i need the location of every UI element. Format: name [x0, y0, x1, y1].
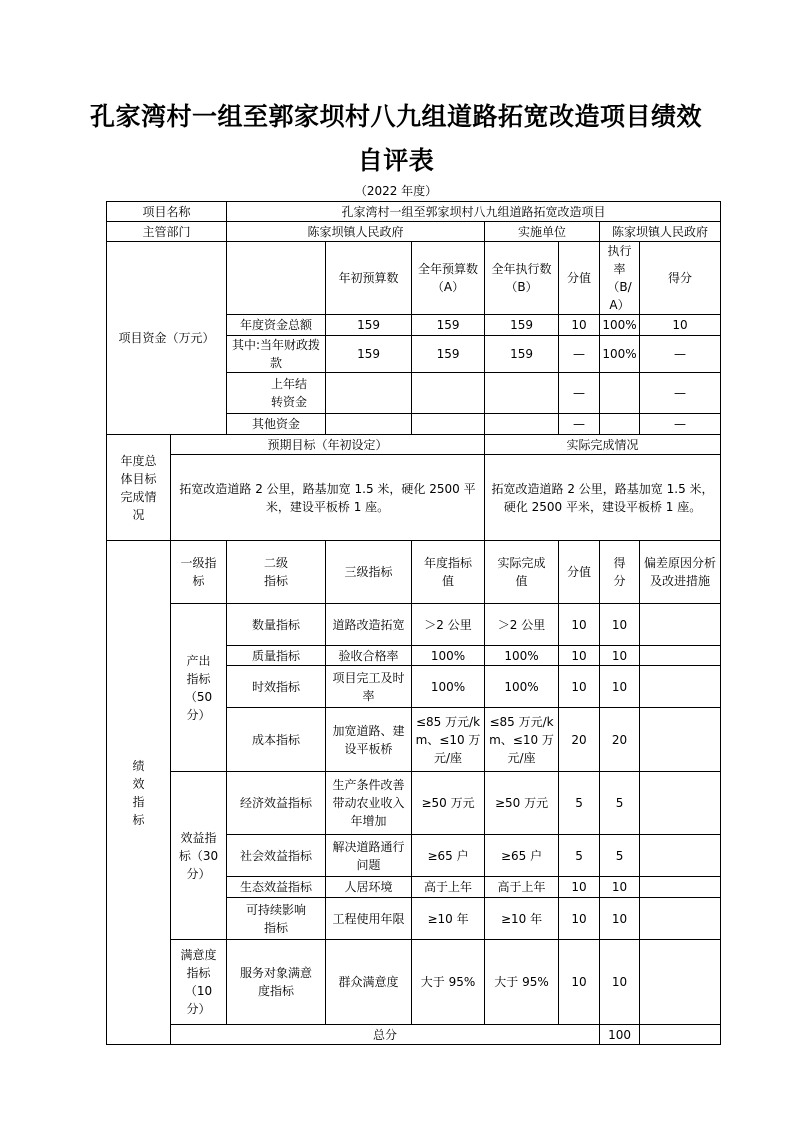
perf-target: 高于上年	[412, 877, 485, 898]
perf-l2: 社会效益指标	[227, 835, 326, 877]
perf-actual: ≥10 年	[485, 898, 559, 940]
funds-cell	[600, 414, 640, 435]
perf-got: 10	[600, 898, 640, 940]
perf-header: 三级指标	[326, 541, 412, 604]
funds-cell: —	[559, 336, 600, 373]
funds-cell: —	[640, 336, 721, 373]
perf-target: 大于 95%	[412, 940, 485, 1025]
dept-label: 主管部门	[107, 222, 227, 242]
total-got	[640, 1025, 721, 1045]
project-name-label: 项目名称	[107, 202, 227, 222]
funds-header-empty	[227, 242, 326, 315]
funds-cell	[326, 373, 412, 414]
perf-got: 5	[600, 772, 640, 835]
perf-header: 偏差原因分析及改进措施	[640, 541, 721, 604]
funds-cell: 159	[326, 336, 412, 373]
funds-label: 项目资金（万元）	[107, 242, 227, 435]
perf-target: 100%	[412, 646, 485, 666]
goals-content-row	[107, 455, 721, 541]
perf-note	[640, 940, 721, 1025]
funds-header: 全年执行数（B）	[485, 242, 559, 315]
perf-actual: 100%	[485, 666, 559, 708]
perf-actual: 大于 95%	[485, 940, 559, 1025]
perf-score: 10	[559, 604, 600, 646]
perf-actual: ≥50 万元	[485, 772, 559, 835]
funds-row-label: 其他资金	[227, 414, 326, 435]
perf-score: 5	[559, 835, 600, 877]
funds-cell	[412, 373, 485, 414]
total-label: 总分	[171, 1025, 600, 1045]
funds-cell: 159	[485, 336, 559, 373]
funds-cell: 100%	[600, 336, 640, 373]
perf-got: 5	[600, 835, 640, 877]
project-name-row	[107, 202, 721, 222]
funds-row-label: 年度资金总额	[227, 315, 326, 336]
perf-row	[107, 604, 721, 646]
perf-l2: 生态效益指标	[227, 877, 326, 898]
perf-note	[640, 898, 721, 940]
perf-l2: 可持续影响指标	[227, 898, 326, 940]
perf-got: 10	[600, 646, 640, 666]
funds-cell: 159	[412, 315, 485, 336]
perf-actual: ≥65 户	[485, 835, 559, 877]
perf-note	[640, 666, 721, 708]
perf-note	[640, 708, 721, 772]
perf-got: 20	[600, 708, 640, 772]
perf-l3: 生产条件改善带动农业收入年增加	[326, 772, 412, 835]
perf-header: 一级指标	[171, 541, 227, 604]
perf-score: 10	[559, 877, 600, 898]
perf-actual: ≤85 万元/km、≤10 万元/座	[485, 708, 559, 772]
perf-l3: 加宽道路、建设平板桥	[326, 708, 412, 772]
perf-target: ≥10 年	[412, 898, 485, 940]
funds-header: 全年预算数（A）	[412, 242, 485, 315]
perf-score: 10	[559, 940, 600, 1025]
perf-score: 10	[559, 666, 600, 708]
perf-header: 二级指标	[227, 541, 326, 604]
funds-cell: 159	[326, 315, 412, 336]
funds-header-row	[107, 242, 721, 315]
perf-note	[640, 772, 721, 835]
funds-cell: —	[559, 373, 600, 414]
total-row	[107, 1025, 721, 1045]
perf-group-output: 产出指标（50 分）	[171, 604, 227, 772]
perf-l2: 成本指标	[227, 708, 326, 772]
funds-cell	[485, 373, 559, 414]
funds-cell	[412, 414, 485, 435]
perf-target: ≥65 户	[412, 835, 485, 877]
perf-l3: 人居环境	[326, 877, 412, 898]
evaluation-table	[106, 201, 721, 1045]
perf-score: 5	[559, 772, 600, 835]
department-row	[107, 222, 721, 242]
perf-group-benefit: 效益指标（30 分）	[171, 772, 227, 940]
perf-l2: 质量指标	[227, 646, 326, 666]
perf-l2: 数量指标	[227, 604, 326, 646]
impl-value: 陈家坝镇人民政府	[600, 222, 721, 242]
perf-label: 绩效指标	[107, 541, 171, 1045]
perf-group-satisfaction: 满意度指标（10 分）	[171, 940, 227, 1025]
goals-expected-text: 拓宽改造道路 2 公里，路基加宽 1.5 米，硬化 2500 平米，建设平板桥 1 座。	[171, 455, 485, 541]
goals-expected-label: 预期目标（年初设定）	[171, 435, 485, 455]
perf-l3: 解决道路通行问题	[326, 835, 412, 877]
perf-note	[640, 877, 721, 898]
funds-cell: 100%	[600, 315, 640, 336]
document-title-line-1: 孔家湾村一组至郭家坝村八九组道路拓宽改造项目绩效	[89, 102, 702, 131]
perf-actual: 100%	[485, 646, 559, 666]
document-title-line-2: 自评表	[357, 146, 435, 175]
perf-target: ＞2 公里	[412, 604, 485, 646]
perf-target: ≤85 万元/km、≤10 万元/座	[412, 708, 485, 772]
funds-header: 分值	[559, 242, 600, 315]
perf-got: 10	[600, 877, 640, 898]
perf-header-row	[107, 541, 721, 604]
perf-note	[640, 646, 721, 666]
funds-header: 年初预算数	[326, 242, 412, 315]
perf-actual: ＞2 公里	[485, 604, 559, 646]
perf-got: 10	[600, 666, 640, 708]
funds-header: 得分	[640, 242, 721, 315]
funds-cell: 10	[559, 315, 600, 336]
perf-l3: 项目完工及时率	[326, 666, 412, 708]
perf-l2: 时效指标	[227, 666, 326, 708]
perf-actual: 高于上年	[485, 877, 559, 898]
perf-header: 实际完成值	[485, 541, 559, 604]
perf-row	[107, 940, 721, 1025]
goals-header-row	[107, 435, 721, 455]
goals-label: 年度总体目标完成情况	[107, 435, 171, 541]
funds-cell	[485, 414, 559, 435]
impl-label: 实施单位	[485, 222, 600, 242]
perf-score: 10	[559, 898, 600, 940]
project-name-value: 孔家湾村一组至郭家坝村八九组道路拓宽改造项目	[227, 202, 721, 222]
funds-cell: —	[640, 373, 721, 414]
perf-got: 10	[600, 940, 640, 1025]
perf-l2: 经济效益指标	[227, 772, 326, 835]
funds-row-label: 上年结转资金	[227, 373, 326, 414]
perf-l3: 工程使用年限	[326, 898, 412, 940]
goals-actual-text: 拓宽改造道路 2 公里，路基加宽 1.5 米，硬化 2500 平米，建设平板桥 1 座。	[485, 455, 721, 541]
funds-cell: 159	[485, 315, 559, 336]
perf-row	[107, 772, 721, 835]
perf-score: 10	[559, 646, 600, 666]
funds-header: 执行率（B/A）	[600, 242, 640, 315]
perf-l2: 服务对象满意度指标	[227, 940, 326, 1025]
perf-target: 100%	[412, 666, 485, 708]
funds-cell	[326, 414, 412, 435]
total-score: 100	[600, 1025, 640, 1045]
perf-l3: 道路改造拓宽	[326, 604, 412, 646]
perf-header: 得分	[600, 541, 640, 604]
perf-l3: 验收合格率	[326, 646, 412, 666]
funds-cell: —	[559, 414, 600, 435]
perf-note	[640, 604, 721, 646]
funds-cell: 159	[412, 336, 485, 373]
funds-cell: —	[640, 414, 721, 435]
perf-note	[640, 835, 721, 877]
perf-target: ≥50 万元	[412, 772, 485, 835]
funds-cell: 10	[640, 315, 721, 336]
perf-score: 20	[559, 708, 600, 772]
dept-value: 陈家坝镇人民政府	[227, 222, 485, 242]
perf-header: 年度指标值	[412, 541, 485, 604]
goals-actual-label: 实际完成情况	[485, 435, 721, 455]
perf-header: 分值	[559, 541, 600, 604]
year-label: （2022 年度）	[354, 184, 438, 198]
perf-l3: 群众满意度	[326, 940, 412, 1025]
funds-row-label: 其中:当年财政拨款	[227, 336, 326, 373]
funds-cell	[600, 373, 640, 414]
perf-got: 10	[600, 604, 640, 646]
